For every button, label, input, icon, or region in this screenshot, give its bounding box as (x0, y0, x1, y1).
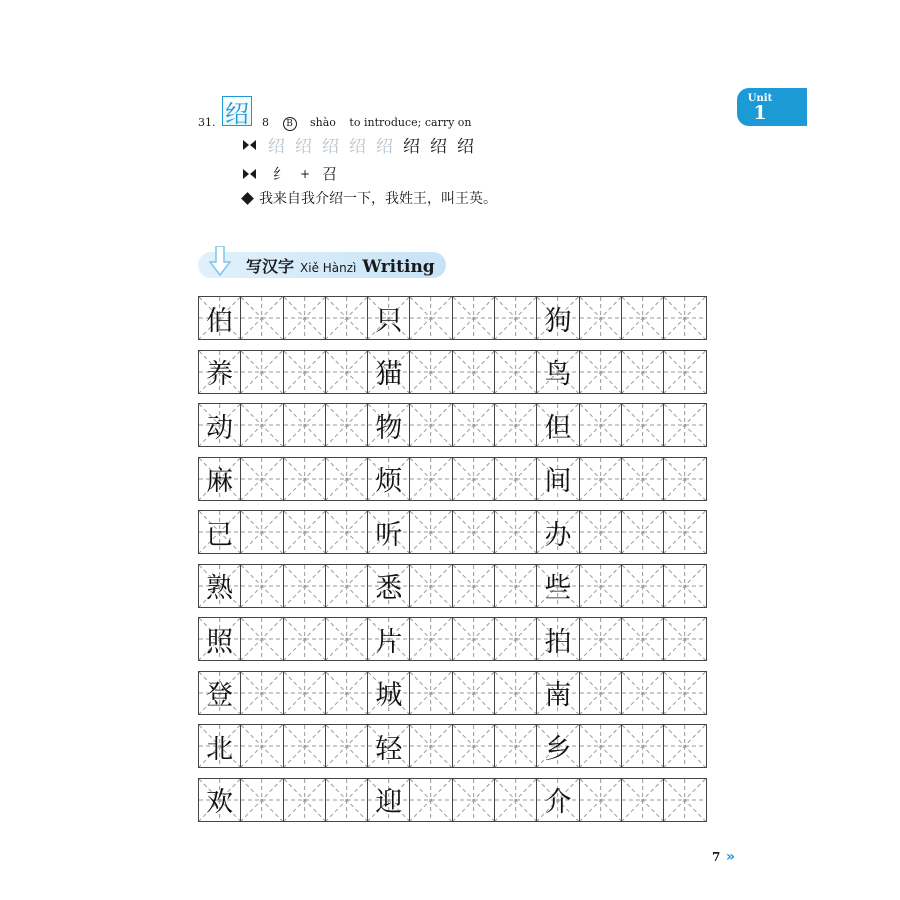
practice-cell[interactable] (240, 350, 283, 394)
practice-cell[interactable] (240, 778, 283, 822)
model-character-cell[interactable] (367, 617, 410, 661)
practice-cell[interactable] (621, 403, 664, 447)
model-character-cell[interactable] (367, 403, 410, 447)
practice-cell[interactable] (409, 350, 452, 394)
practice-cell[interactable] (452, 510, 495, 554)
model-character: 熟 (206, 573, 234, 604)
practice-cell[interactable] (325, 350, 368, 394)
practice-cell[interactable] (452, 778, 495, 822)
model-character-cell[interactable] (367, 350, 410, 394)
practice-cell[interactable] (663, 350, 706, 394)
practice-cell[interactable] (325, 457, 368, 501)
practice-cell[interactable] (494, 724, 537, 768)
practice-cell[interactable] (283, 564, 326, 608)
practice-cell[interactable] (409, 403, 452, 447)
model-character: 狗 (544, 305, 572, 337)
model-character-cell[interactable] (536, 296, 579, 340)
example-row (243, 188, 497, 208)
model-character: 欢 (206, 787, 234, 818)
unit-number: 1 (753, 102, 767, 124)
entry-number: 31. (198, 116, 216, 129)
model-character-cell[interactable] (536, 457, 579, 501)
practice-cell[interactable] (283, 296, 326, 340)
practice-cell[interactable] (283, 457, 326, 501)
practice-cell[interactable] (494, 403, 537, 447)
component-plus: + (300, 166, 311, 181)
stroke-step: 绍 (322, 137, 339, 157)
stroke-count: 8 (262, 116, 269, 129)
practice-cell[interactable] (325, 617, 368, 661)
practice-cell[interactable] (663, 457, 706, 501)
practice-cell[interactable] (452, 617, 495, 661)
model-character-cell[interactable] (367, 671, 410, 715)
model-character: 只 (375, 305, 403, 337)
practice-cell[interactable] (283, 403, 326, 447)
model-character: 办 (544, 519, 572, 551)
model-character-cell[interactable] (198, 510, 241, 554)
diamond-bullet-icon (241, 192, 254, 205)
practice-cell[interactable] (240, 510, 283, 554)
practice-cell[interactable] (325, 724, 368, 768)
entry-meta (262, 116, 482, 131)
section-header (198, 246, 448, 280)
model-character: 悉 (375, 573, 403, 604)
practice-cell[interactable] (240, 671, 283, 715)
unit-tab (737, 88, 807, 126)
practice-cell[interactable] (579, 564, 622, 608)
grid-row (198, 296, 706, 340)
practice-cell[interactable] (494, 671, 537, 715)
practice-cell[interactable] (494, 564, 537, 608)
practice-cell[interactable] (452, 403, 495, 447)
stroke-step: 绍 (268, 137, 285, 157)
model-character-cell[interactable] (536, 617, 579, 661)
practice-cell[interactable] (579, 457, 622, 501)
practice-cell[interactable] (621, 724, 664, 768)
practice-cell[interactable] (621, 617, 664, 661)
practice-cell[interactable] (283, 778, 326, 822)
model-character: 物 (375, 412, 403, 444)
practice-cell[interactable] (579, 296, 622, 340)
practice-cell[interactable] (325, 296, 368, 340)
model-character-cell[interactable] (367, 296, 410, 340)
practice-cell[interactable] (409, 778, 452, 822)
practice-cell[interactable] (579, 724, 622, 768)
practice-cell[interactable] (409, 564, 452, 608)
model-character-cell[interactable] (536, 671, 579, 715)
model-character: 烦 (375, 466, 403, 497)
practice-cell[interactable] (240, 296, 283, 340)
model-character: 拍 (544, 626, 572, 658)
practice-cell[interactable] (621, 296, 664, 340)
practice-cell[interactable] (663, 724, 706, 768)
section-title-chinese: 写汉字 (246, 257, 295, 276)
practice-cell[interactable] (452, 671, 495, 715)
model-character-cell[interactable] (198, 564, 241, 608)
grid-row (198, 564, 706, 608)
practice-cell[interactable] (283, 617, 326, 661)
model-character-cell[interactable] (536, 724, 579, 768)
practice-cell[interactable] (663, 510, 706, 554)
practice-cell[interactable] (663, 671, 706, 715)
model-character: 猫 (375, 359, 403, 390)
model-character-cell[interactable] (198, 724, 241, 768)
practice-cell[interactable] (452, 457, 495, 501)
practice-cell[interactable] (494, 296, 537, 340)
model-character: 些 (544, 573, 572, 604)
components-icon (243, 167, 257, 181)
practice-cell[interactable] (325, 671, 368, 715)
practice-cell[interactable] (621, 457, 664, 501)
model-character-cell[interactable] (536, 564, 579, 608)
model-character: 间 (544, 466, 572, 497)
model-character-cell[interactable] (198, 403, 241, 447)
practice-cell[interactable] (494, 617, 537, 661)
model-character: 养 (206, 359, 234, 390)
practice-cell[interactable] (240, 617, 283, 661)
model-character: 片 (375, 626, 403, 658)
model-character-cell[interactable] (367, 510, 410, 554)
stroke-order-row (243, 132, 477, 157)
practice-cell[interactable] (325, 564, 368, 608)
practice-cell[interactable] (452, 296, 495, 340)
grid-row (198, 350, 706, 394)
section-title-english: Writing (362, 257, 435, 277)
model-character: 城 (375, 680, 403, 711)
entry-meaning: to introduce; carry on (349, 116, 472, 129)
practice-cell[interactable] (579, 350, 622, 394)
stroke-step: 绍 (295, 137, 312, 157)
practice-cell[interactable] (409, 296, 452, 340)
practice-cell[interactable] (494, 350, 537, 394)
model-character-cell[interactable] (198, 457, 241, 501)
model-character-cell[interactable] (367, 724, 410, 768)
practice-cell[interactable] (240, 457, 283, 501)
model-character: 登 (206, 680, 234, 711)
page-number: 7 (712, 850, 721, 864)
grid-row (198, 510, 706, 554)
model-character-cell[interactable] (367, 457, 410, 501)
model-character: 听 (375, 519, 403, 551)
practice-cell[interactable] (409, 617, 452, 661)
model-character: 照 (206, 626, 234, 658)
model-character: 动 (206, 412, 234, 444)
practice-cell[interactable] (663, 296, 706, 340)
model-character: 南 (544, 680, 572, 711)
practice-cell[interactable] (621, 350, 664, 394)
practice-cell[interactable] (621, 671, 664, 715)
model-character-cell[interactable] (367, 778, 410, 822)
practice-cell[interactable] (240, 724, 283, 768)
practice-cell[interactable] (621, 510, 664, 554)
model-character-cell[interactable] (536, 510, 579, 554)
practice-cell[interactable] (494, 778, 537, 822)
stroke-step: 绍 (430, 137, 447, 157)
practice-cell[interactable] (579, 510, 622, 554)
practice-cell[interactable] (579, 671, 622, 715)
practice-cell[interactable] (325, 778, 368, 822)
model-character-cell[interactable] (198, 671, 241, 715)
grid-row (198, 724, 706, 768)
practice-cell[interactable] (409, 510, 452, 554)
practice-cell[interactable] (325, 403, 368, 447)
model-character: 已 (206, 519, 234, 551)
model-character: 伯 (206, 305, 234, 337)
practice-cell[interactable] (663, 403, 706, 447)
model-character-cell[interactable] (198, 617, 241, 661)
stroke-step: 绍 (349, 137, 366, 157)
practice-cell[interactable] (409, 724, 452, 768)
practice-cell[interactable] (409, 671, 452, 715)
components-row (243, 163, 337, 184)
practice-cell[interactable] (663, 617, 706, 661)
practice-cell[interactable] (240, 564, 283, 608)
stroke-step: 绍 (457, 137, 474, 157)
practice-cell[interactable] (579, 403, 622, 447)
practice-cell[interactable] (579, 778, 622, 822)
model-character-cell[interactable] (198, 778, 241, 822)
model-character-cell[interactable] (198, 350, 241, 394)
model-character-cell[interactable] (198, 296, 241, 340)
practice-cell[interactable] (663, 564, 706, 608)
next-page-icon: » (726, 849, 733, 865)
practice-cell[interactable] (283, 350, 326, 394)
practice-cell[interactable] (452, 350, 495, 394)
model-character: 但 (544, 412, 572, 444)
model-character: 轻 (375, 733, 403, 765)
practice-cell[interactable] (494, 457, 537, 501)
practice-cell[interactable] (283, 671, 326, 715)
stroke-step: 绍 (403, 137, 420, 157)
practice-cell[interactable] (579, 617, 622, 661)
model-character: 乡 (544, 733, 572, 765)
grid-row (198, 617, 706, 661)
section-title-pinyin: Xiě Hànzì (300, 261, 357, 275)
practice-cell[interactable] (283, 724, 326, 768)
practice-cell[interactable] (452, 564, 495, 608)
section-title (246, 254, 435, 277)
practice-cell[interactable] (240, 403, 283, 447)
model-character-cell[interactable] (536, 778, 579, 822)
entry-pinyin: shào (310, 116, 336, 129)
practice-cell[interactable] (283, 510, 326, 554)
practice-cell[interactable] (452, 724, 495, 768)
grid-row (198, 403, 706, 447)
component-left: 纟 (273, 165, 289, 183)
model-character-cell[interactable] (367, 564, 410, 608)
model-character: 鸟 (544, 359, 572, 390)
model-character: 迎 (375, 787, 403, 818)
practice-cell[interactable] (494, 510, 537, 554)
unit-label: Unit (747, 93, 773, 104)
grid-row (198, 671, 706, 715)
stroke-step: 绍 (376, 137, 393, 157)
model-character: 北 (206, 733, 234, 765)
model-character: 麻 (206, 466, 234, 497)
down-arrow-icon (209, 246, 231, 276)
practice-cell[interactable] (621, 778, 664, 822)
stroke-order-icon (243, 138, 257, 152)
entry-character: 绍 (222, 96, 252, 126)
grid-row (198, 457, 706, 501)
model-character: 介 (544, 787, 572, 818)
practice-cell[interactable] (663, 778, 706, 822)
component-right: 召 (322, 165, 338, 183)
model-character-cell[interactable] (536, 350, 579, 394)
practice-cell[interactable] (409, 457, 452, 501)
practice-cell[interactable] (325, 510, 368, 554)
example-sentence: 我来自我介绍一下，我姓王，叫王英。 (259, 191, 497, 207)
model-character-cell[interactable] (536, 403, 579, 447)
structure-mark: B (283, 117, 297, 131)
grid-row (198, 778, 706, 822)
practice-cell[interactable] (621, 564, 664, 608)
